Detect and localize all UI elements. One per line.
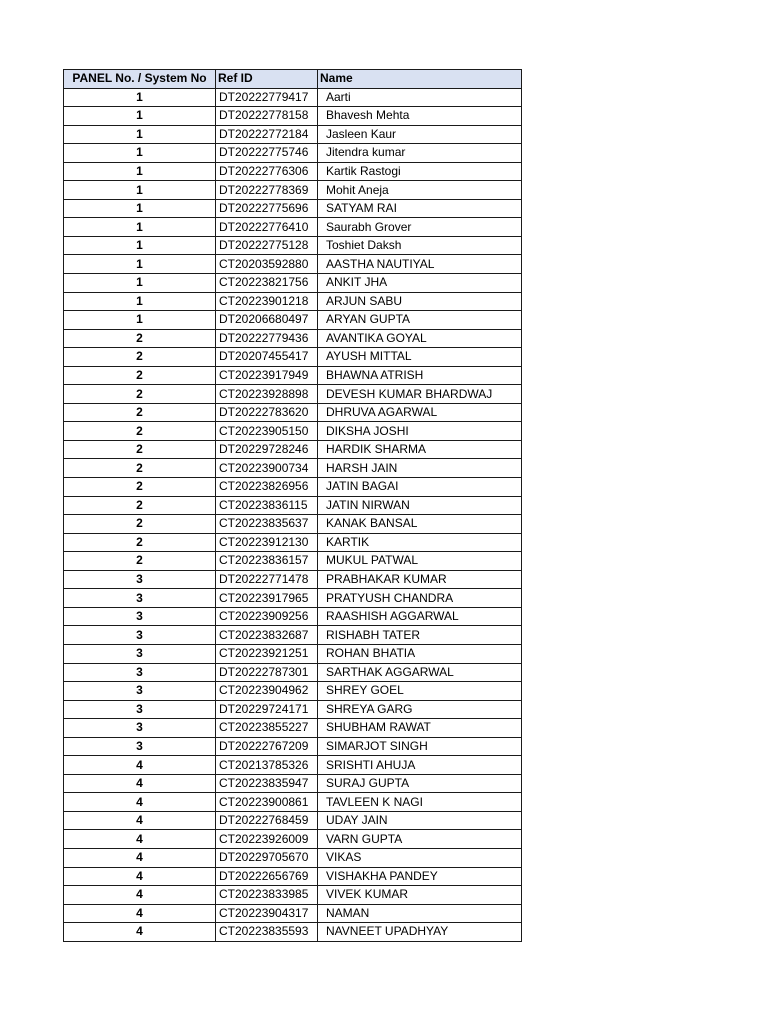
ref-id-cell: CT20223821756	[216, 274, 318, 293]
panel-cell: 2	[64, 552, 216, 571]
header-row	[64, 70, 522, 89]
panel-cell: 2	[64, 533, 216, 552]
name-cell: ROHAN BHATIA	[318, 644, 522, 663]
panel-cell: 2	[64, 422, 216, 441]
name-cell: DIKSHA JOSHI	[318, 422, 522, 441]
table-row	[64, 793, 522, 812]
column-header-panel: PANEL No. / System No	[64, 70, 216, 89]
name-cell: SHREYA GARG	[318, 700, 522, 719]
ref-id-cell: CT20223917965	[216, 589, 318, 608]
ref-id-cell: DT20222768459	[216, 811, 318, 830]
ref-id-cell: CT20203592880	[216, 255, 318, 274]
name-cell: ANKIT JHA	[318, 274, 522, 293]
ref-id-cell: DT20222779436	[216, 329, 318, 348]
panel-cell: 2	[64, 366, 216, 385]
panel-cell: 2	[64, 440, 216, 459]
name-cell: Bhavesh Mehta	[318, 107, 522, 126]
ref-id-cell: DT20222772184	[216, 125, 318, 144]
table-row	[64, 403, 522, 422]
ref-id-cell: DT20222787301	[216, 663, 318, 682]
ref-id-cell: DT20222775746	[216, 144, 318, 163]
panel-cell: 4	[64, 774, 216, 793]
name-cell: AYUSH MITTAL	[318, 348, 522, 367]
table-row	[64, 552, 522, 571]
table-row	[64, 478, 522, 497]
table-row	[64, 830, 522, 849]
table-row	[64, 422, 522, 441]
name-cell: VIKAS	[318, 848, 522, 867]
table-row	[64, 811, 522, 830]
table-row	[64, 218, 522, 237]
panel-cell: 3	[64, 607, 216, 626]
table-row	[64, 626, 522, 645]
ref-id-cell: CT20223836157	[216, 552, 318, 571]
panel-cell: 4	[64, 793, 216, 812]
table-row	[64, 719, 522, 738]
name-cell: VISHAKHA PANDEY	[318, 867, 522, 886]
panel-cell: 4	[64, 848, 216, 867]
table-row	[64, 515, 522, 534]
panel-cell: 1	[64, 125, 216, 144]
table-row	[64, 181, 522, 200]
name-cell: PRABHAKAR KUMAR	[318, 570, 522, 589]
ref-id-cell: DT20222778369	[216, 181, 318, 200]
ref-id-cell: DT20229724171	[216, 700, 318, 719]
ref-id-cell: CT20223901218	[216, 292, 318, 311]
table-row	[64, 255, 522, 274]
panel-cell: 1	[64, 292, 216, 311]
ref-id-cell: CT20223826956	[216, 478, 318, 497]
name-cell: NAVNEET UPADHYAY	[318, 923, 522, 942]
table-row	[64, 644, 522, 663]
ref-id-cell: DT20222656769	[216, 867, 318, 886]
panel-cell: 3	[64, 719, 216, 738]
panel-cell: 4	[64, 756, 216, 775]
table-row	[64, 88, 522, 107]
name-cell: RISHABH TATER	[318, 626, 522, 645]
name-cell: Saurabh Grover	[318, 218, 522, 237]
table-row	[64, 311, 522, 330]
name-cell: Jasleen Kaur	[318, 125, 522, 144]
name-cell: DEVESH KUMAR BHARDWAJ	[318, 385, 522, 404]
column-header-name: Name	[318, 70, 522, 89]
name-cell: DHRUVA AGARWAL	[318, 403, 522, 422]
table-row	[64, 533, 522, 552]
name-cell: SHREY GOEL	[318, 682, 522, 701]
name-cell: Mohit Aneja	[318, 181, 522, 200]
panel-cell: 2	[64, 515, 216, 534]
table-row	[64, 459, 522, 478]
panel-cell: 1	[64, 88, 216, 107]
panel-cell: 4	[64, 904, 216, 923]
panel-cell: 1	[64, 181, 216, 200]
table-row	[64, 663, 522, 682]
ref-id-cell: CT20223835593	[216, 923, 318, 942]
ref-id-cell: DT20206680497	[216, 311, 318, 330]
panel-cell: 4	[64, 811, 216, 830]
name-cell: VARN GUPTA	[318, 830, 522, 849]
name-cell: JATIN BAGAI	[318, 478, 522, 497]
ref-id-cell: DT20207455417	[216, 348, 318, 367]
panel-cell: 2	[64, 478, 216, 497]
ref-id-cell: CT20223912130	[216, 533, 318, 552]
ref-id-cell: CT20223926009	[216, 830, 318, 849]
name-cell: TAVLEEN K NAGI	[318, 793, 522, 812]
name-cell: Toshiet Daksh	[318, 236, 522, 255]
name-cell: Jitendra kumar	[318, 144, 522, 163]
ref-id-cell: CT20223833985	[216, 886, 318, 905]
name-cell: PRATYUSH CHANDRA	[318, 589, 522, 608]
name-cell: SHUBHAM RAWAT	[318, 719, 522, 738]
table-row	[64, 348, 522, 367]
ref-id-cell: CT20223921251	[216, 644, 318, 663]
ref-id-cell: CT20223900861	[216, 793, 318, 812]
panel-cell: 1	[64, 218, 216, 237]
ref-id-cell: CT20223900734	[216, 459, 318, 478]
panel-cell: 1	[64, 236, 216, 255]
panel-cell: 1	[64, 311, 216, 330]
table-row	[64, 570, 522, 589]
panel-cell: 1	[64, 255, 216, 274]
panel-cell: 1	[64, 107, 216, 126]
ref-id-cell: DT20222776410	[216, 218, 318, 237]
ref-id-cell: CT20223909256	[216, 607, 318, 626]
name-cell: NAMAN	[318, 904, 522, 923]
name-cell: BHAWNA ATRISH	[318, 366, 522, 385]
panel-cell: 4	[64, 923, 216, 942]
ref-id-cell: DT20222778158	[216, 107, 318, 126]
table-body	[64, 88, 522, 941]
name-cell: ARJUN SABU	[318, 292, 522, 311]
panel-cell: 3	[64, 700, 216, 719]
name-cell: KANAK BANSAL	[318, 515, 522, 534]
table-header	[64, 70, 522, 89]
ref-id-cell: DT20222767209	[216, 737, 318, 756]
table-row	[64, 848, 522, 867]
panel-cell: 4	[64, 867, 216, 886]
name-cell: SRISHTI AHUJA	[318, 756, 522, 775]
table-row	[64, 496, 522, 515]
table-row	[64, 162, 522, 181]
ref-id-cell: CT20223855227	[216, 719, 318, 738]
ref-id-cell: CT20223832687	[216, 626, 318, 645]
column-header-ref-id: Ref ID	[216, 70, 318, 89]
ref-id-cell: CT20223835947	[216, 774, 318, 793]
table-row	[64, 774, 522, 793]
ref-id-cell: CT20223917949	[216, 366, 318, 385]
panel-cell: 1	[64, 199, 216, 218]
ref-id-cell: DT20222776306	[216, 162, 318, 181]
table-row	[64, 682, 522, 701]
name-cell: RAASHISH AGGARWAL	[318, 607, 522, 626]
name-cell: HARDIK SHARMA	[318, 440, 522, 459]
name-cell: MUKUL PATWAL	[318, 552, 522, 571]
table-row	[64, 236, 522, 255]
ref-id-cell: DT20222775696	[216, 199, 318, 218]
name-cell: Aarti	[318, 88, 522, 107]
panel-cell: 2	[64, 403, 216, 422]
name-cell: JATIN NIRWAN	[318, 496, 522, 515]
panel-cell: 1	[64, 162, 216, 181]
table-row	[64, 756, 522, 775]
ref-id-cell: CT20223905150	[216, 422, 318, 441]
table-row	[64, 700, 522, 719]
name-cell: SURAJ GUPTA	[318, 774, 522, 793]
ref-id-cell: DT20222783620	[216, 403, 318, 422]
table-row	[64, 199, 522, 218]
panel-cell: 2	[64, 385, 216, 404]
table-row	[64, 737, 522, 756]
ref-id-cell: DT20222775128	[216, 236, 318, 255]
table-row	[64, 274, 522, 293]
name-cell: SATYAM RAI	[318, 199, 522, 218]
panel-cell: 3	[64, 626, 216, 645]
table-row	[64, 904, 522, 923]
name-cell: AVANTIKA GOYAL	[318, 329, 522, 348]
name-cell: SARTHAK AGGARWAL	[318, 663, 522, 682]
ref-id-cell: CT20213785326	[216, 756, 318, 775]
panel-cell: 1	[64, 274, 216, 293]
panel-assignment-table	[63, 69, 522, 942]
panel-cell: 3	[64, 644, 216, 663]
name-cell: Kartik Rastogi	[318, 162, 522, 181]
panel-cell: 2	[64, 459, 216, 478]
panel-cell: 3	[64, 737, 216, 756]
panel-cell: 3	[64, 682, 216, 701]
ref-id-cell: DT20222771478	[216, 570, 318, 589]
ref-id-cell: CT20223835637	[216, 515, 318, 534]
table-row	[64, 144, 522, 163]
table-row	[64, 607, 522, 626]
name-cell: HARSH JAIN	[318, 459, 522, 478]
table-row	[64, 589, 522, 608]
name-cell: SIMARJOT SINGH	[318, 737, 522, 756]
ref-id-cell: DT20229728246	[216, 440, 318, 459]
panel-cell: 2	[64, 496, 216, 515]
table-row	[64, 107, 522, 126]
table-row	[64, 867, 522, 886]
ref-id-cell: CT20223928898	[216, 385, 318, 404]
name-cell: VIVEK KUMAR	[318, 886, 522, 905]
ref-id-cell: CT20223904317	[216, 904, 318, 923]
ref-id-cell: DT20222779417	[216, 88, 318, 107]
panel-cell: 3	[64, 663, 216, 682]
ref-id-cell: CT20223836115	[216, 496, 318, 515]
name-cell: AASTHA NAUTIYAL	[318, 255, 522, 274]
table-row	[64, 329, 522, 348]
panel-cell: 4	[64, 830, 216, 849]
panel-cell: 3	[64, 589, 216, 608]
name-cell: UDAY JAIN	[318, 811, 522, 830]
panel-cell: 4	[64, 886, 216, 905]
panel-cell: 2	[64, 348, 216, 367]
ref-id-cell: DT20229705670	[216, 848, 318, 867]
ref-id-cell: CT20223904962	[216, 682, 318, 701]
name-cell: ARYAN GUPTA	[318, 311, 522, 330]
table-row	[64, 440, 522, 459]
table-row	[64, 125, 522, 144]
panel-cell: 3	[64, 570, 216, 589]
table-row	[64, 385, 522, 404]
panel-cell: 2	[64, 329, 216, 348]
table-row	[64, 292, 522, 311]
table-row	[64, 886, 522, 905]
panel-cell: 1	[64, 144, 216, 163]
table-row	[64, 366, 522, 385]
table-row	[64, 923, 522, 942]
name-cell: KARTIK	[318, 533, 522, 552]
